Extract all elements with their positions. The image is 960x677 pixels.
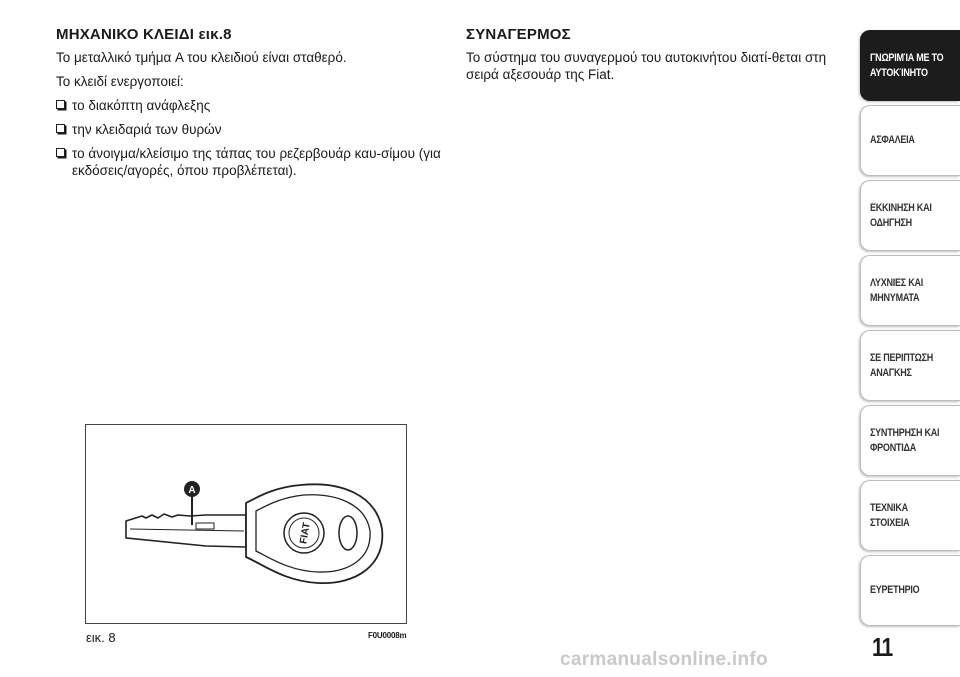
tab-safety[interactable]: ΑΣΦΑΛΕΙΑ [860,105,960,176]
key-figure [85,424,407,624]
blade-notch [196,523,214,529]
section-heading-mechanical-key: ΜΗΧΑΝΙΚΟ ΚΛΕΙΔΙ εικ.8 [56,26,232,43]
checkbox-bullet-icon [56,124,65,133]
bullet-item [56,97,441,114]
tab-lights-messages[interactable]: ΛΥΧΝΙΕΣ ΚΑΙ ΜΗΝΥΜΑΤΑ [860,255,960,326]
fiat-logo-text: FIAT [298,521,313,545]
left-column [56,26,441,186]
bullet-text: την κλειδαριά των θυρών [72,122,222,137]
chapter-tabs [860,30,960,630]
page-number: 11 [872,632,893,662]
checkbox-bullet-icon [56,100,65,109]
tab-index[interactable]: ΕΥΡΕΤΗΡΙΟ [860,555,960,626]
bullet-item [56,145,441,179]
tab-emergency[interactable]: ΣΕ ΠΕΡΙΠΤΩΣΗ ΑΝΑΓΚΗΣ [860,330,960,401]
tab-starting-driving[interactable]: ΕΚΚΙΝΗΣΗ ΚΑΙ ΟΔΗΓΗΣΗ [860,180,960,251]
tab-technical-data[interactable]: ΤΕΧΝΙΚΑ ΣΤΟΙΧΕΙΑ [860,480,960,551]
figure-caption: εικ. 8 [86,630,116,645]
tab-getting-to-know[interactable]: ΓΝΩΡΙΜΊΑ ΜΕ ΤΟ ΑΥΤΟΚΊΝΗΤΟ [860,30,960,101]
paragraph-fixed-part: Το μεταλλικό τμήμα A του κλειδιού είναι σταθερό. [56,50,347,65]
key-button [339,516,357,550]
checkbox-bullet-icon [56,148,65,157]
section-heading-alarm: ΣΥΝΑΓΕΡΜΟΣ [466,26,571,43]
right-column [466,26,846,90]
tab-maintenance[interactable]: ΣΥΝΤΗΡΗΣΗ ΚΑΙ ΦΡΟΝΤΙΔΑ [860,405,960,476]
figure-code: F0U0008m [368,631,407,640]
paragraph-alarm: Το σύστημα του συναγερμού του αυτοκινήτου διατί-θεται στη σειρά αξεσουάρ της Fiat. [466,50,827,82]
bullet-item [56,121,441,138]
watermark: carmanualsonline.info [560,649,768,670]
bullet-text: το διακόπτη ανάφλεξης [72,98,211,113]
key-illustration [86,425,406,623]
bullet-text: το άνοιγμα/κλείσιμο της τάπας του ρεζερβουάρ καυ-σίμου (για εκδόσεις/αγορές, όπου προβλέπεται). [72,146,441,178]
paragraph-key-activates: Το κλειδί ενεργοποιεί: [56,74,184,89]
label-a: A [188,485,196,496]
